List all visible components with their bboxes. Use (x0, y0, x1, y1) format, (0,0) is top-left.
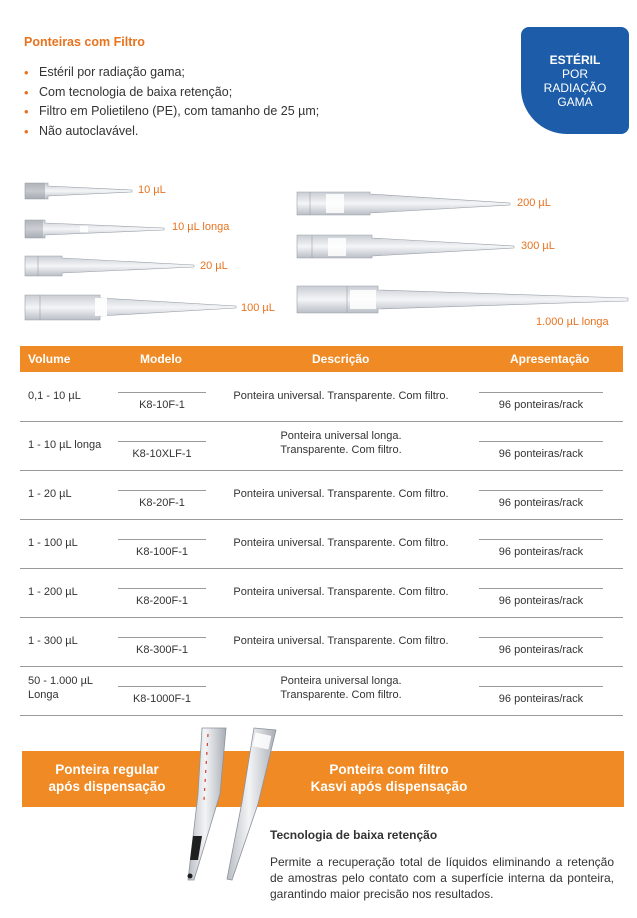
cell-descricao: Ponteira universal longa. Transparente. Com filtro. (280, 430, 402, 456)
tip-label-100ul: 100 µL (241, 302, 275, 314)
comparison-banner (22, 751, 624, 807)
regular-tip-image (188, 728, 227, 880)
cell-modelo: K8-200F-1 (136, 595, 188, 607)
cell-volume: 1 - 10 µL longa (28, 439, 102, 451)
table-row (20, 372, 623, 422)
cell-apresentacao: 96 ponteiras/rack (498, 448, 584, 460)
tip-label-10ul: 10 µL (138, 184, 166, 196)
cell-volume: 0,1 - 10 µL (28, 390, 81, 402)
tip-label-300ul: 300 µL (521, 240, 555, 252)
table-row (20, 421, 623, 471)
sterile-badge (521, 27, 629, 134)
page-title: Ponteiras com Filtro (24, 35, 145, 49)
cell-descricao: Ponteira universal. Transparente. Com filtro. (233, 390, 449, 402)
tip-label-200ul: 200 µL (517, 197, 551, 209)
feature-item: • Não autoclavável. (24, 122, 319, 142)
cell-apresentacao: 96 ponteiras/rack (498, 546, 584, 558)
cell-descricao: Ponteira universal. Transparente. Com filtro. (233, 488, 449, 500)
filter-tip-caption-line1: Ponteira com filtro (329, 762, 449, 777)
tip-1000ul-long-image (297, 286, 628, 313)
tip-20ul-image (25, 256, 194, 276)
cell-descricao: Ponteira universal. Transparente. Com filtro. (233, 635, 449, 647)
cell-apresentacao: 96 ponteiras/rack (498, 644, 584, 656)
regular-tip-caption (22, 761, 192, 795)
tip-300ul-image (297, 235, 514, 258)
cell-modelo: K8-1000F-1 (132, 693, 192, 705)
tech-title: Tecnologia de baixa retenção (270, 828, 438, 842)
cell-volume: 1 - 300 µL (28, 635, 78, 647)
feature-item: • Com tecnologia de baixa retenção; (24, 83, 319, 103)
cell-modelo: K8-300F-1 (136, 644, 188, 656)
tip-100ul-image (25, 295, 236, 320)
table-header (20, 346, 623, 372)
regular-tip-caption-line1: Ponteira regular (55, 762, 159, 777)
cell-apresentacao: 96 ponteiras/rack (498, 497, 584, 509)
cell-apresentacao: 96 ponteiras/rack (498, 399, 584, 411)
feature-item: • Filtro em Polietileno (PE), com tamanho de 25 µm; (24, 102, 319, 122)
tip-200ul-image (297, 192, 510, 215)
badge-line-1: ESTÉRIL (549, 53, 601, 67)
cell-descricao: Ponteira universal. Transparente. Com filtro. (233, 537, 449, 549)
filter-tip-image (227, 728, 276, 880)
cell-volume: 1 - 200 µL (28, 586, 78, 598)
tip-label-1000ul-long: 1.000 µL longa (536, 316, 609, 328)
col-header-descricao: Descrição (312, 352, 370, 366)
tip-label-10ul-long: 10 µL longa (172, 221, 230, 233)
table-row (20, 666, 623, 716)
col-header-modelo: Modelo (140, 352, 182, 366)
cell-modelo: K8-20F-1 (139, 497, 185, 509)
cell-descricao: Ponteira universal longa. Transparente. Com filtro. (280, 675, 402, 701)
badge-line-2: POR (561, 67, 588, 81)
feature-item: • Estéril por radiação gama; (24, 63, 319, 83)
feature-list (24, 63, 319, 141)
comparison-tips-image (180, 724, 280, 884)
tips-illustration (0, 170, 637, 335)
cell-modelo: K8-10F-1 (139, 399, 185, 411)
tip-10ul-long-image (25, 220, 164, 238)
cell-volume: 1 - 100 µL (28, 537, 78, 549)
cell-volume: 1 - 20 µL (28, 488, 72, 500)
tip-label-20ul: 20 µL (200, 260, 228, 272)
badge-line-3: RADIAÇÃO (543, 81, 607, 95)
cell-modelo: K8-100F-1 (136, 546, 188, 558)
col-header-apresentacao: Apresentação (510, 352, 590, 366)
cell-apresentacao: 96 ponteiras/rack (498, 693, 584, 705)
table-row (20, 568, 623, 618)
cell-modelo: K8-10XLF-1 (132, 448, 192, 460)
tip-10ul-image (25, 183, 132, 199)
filter-tip-caption (284, 761, 494, 795)
filter-tip-caption-line2: Kasvi após dispensação (310, 779, 468, 794)
regular-tip-caption-line2: após dispensação (48, 779, 166, 794)
cell-volume: 50 - 1.000 µL Longa (28, 675, 94, 701)
table-row (20, 470, 623, 520)
tech-description: Permite a recuperação total de líquidos eliminando a retenção de amostras pelo contato com a superfície interna da ponteira, garantindo maior precisão nos resultados. (270, 855, 614, 901)
table-row (20, 519, 623, 569)
badge-line-4: GAMA (557, 95, 593, 109)
cell-apresentacao: 96 ponteiras/rack (498, 595, 584, 607)
col-header-volume: Volume (28, 352, 71, 366)
cell-descricao: Ponteira universal. Transparente. Com filtro. (233, 586, 449, 598)
table-row (20, 617, 623, 667)
